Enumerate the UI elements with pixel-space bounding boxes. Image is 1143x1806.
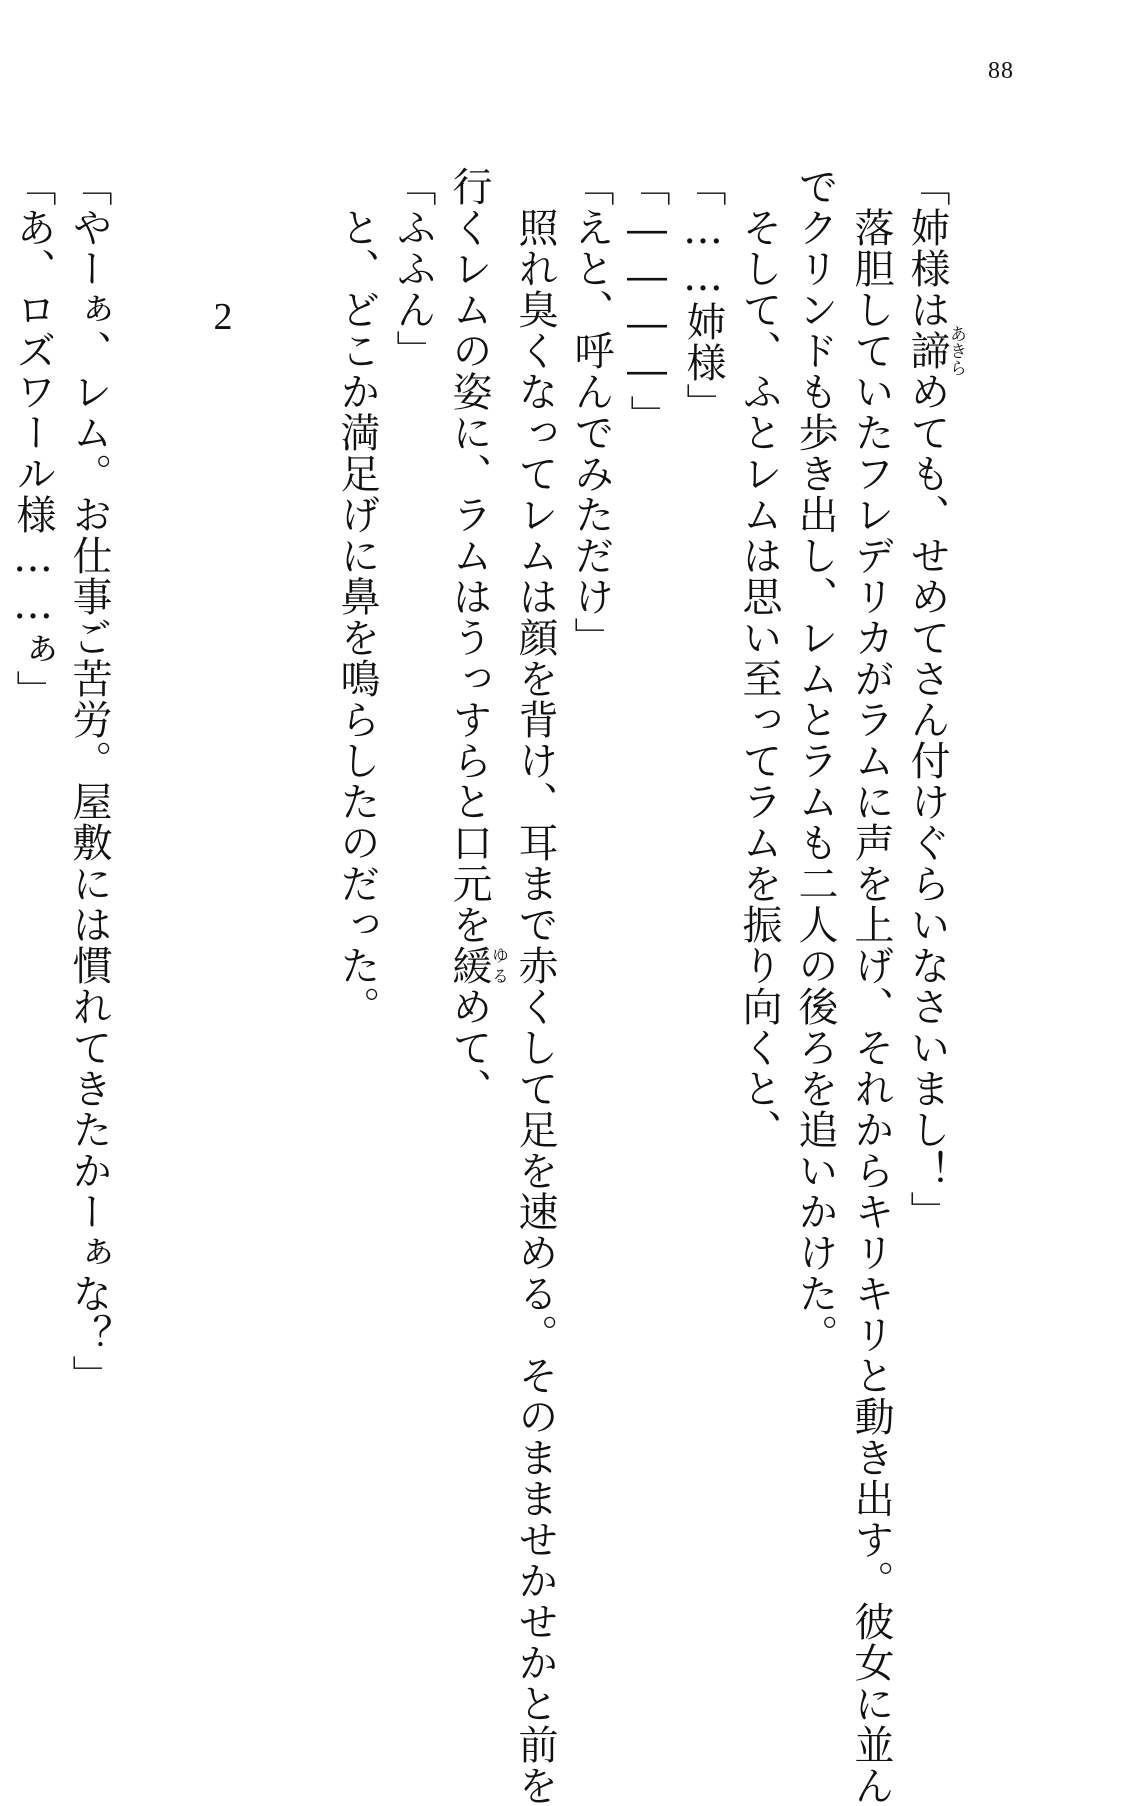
ruby-text-yuru: ゆる: [488, 945, 508, 986]
text-line-11: と、どこか満足げに鼻を鳴らしたのだった。: [334, 166, 380, 1027]
text-line-3: でクリンドも歩き出し、レムとラムも二人の後ろを追いかけた。: [792, 166, 838, 1355]
text-line-6: 「――――」: [624, 166, 670, 436]
text-line-8: 照れ臭くなってレムは顔を背け、耳まで赤くして足を速める。そのまませかせかと前を: [512, 166, 558, 1806]
text-line-10: 「ふふん」: [390, 166, 436, 371]
text-line-1-part-a: 「姉様は: [904, 166, 950, 330]
text-line-7: 「えと、呼んでみただけ」: [568, 166, 614, 658]
text-line-12: 「やーぁ、レム。お仕事ご苦労。屋敷には慣れてきたかーぁな？」: [66, 166, 112, 1396]
text-line-14: [0, 166, 5, 1566]
ruby-text-akira: あきら: [946, 325, 966, 376]
text-line-9: [441, 166, 507, 1566]
text-line-1: [899, 166, 965, 1566]
ruby-base-yuru: 緩: [446, 945, 492, 986]
ruby-base-akira: 諦: [904, 325, 950, 376]
text-line-5: 「……姉様」: [680, 166, 726, 424]
vertical-text-body: [0, 166, 966, 1806]
text-line-4: そして、ふとレムは思い至ってラムを振り向くと、: [736, 166, 782, 1150]
text-line-1-part-b: めても、せめてさん付けぐらいなさいまし！」: [904, 371, 950, 1232]
text-line-2: 落胆していたフレデリカがラムに声を上げ、それからキリキリと動き出す。彼女に並ん: [848, 166, 894, 1806]
text-line-13: 「あ、ロズワール様……ぁ」: [10, 166, 56, 711]
text-line-9-part-a: 行くレムの姿に、ラムはうっすらと口元を: [446, 166, 492, 945]
furigana-yuru: [446, 945, 508, 986]
section-heading: 2: [202, 296, 244, 339]
page-number: 88: [988, 58, 1014, 84]
text-line-9-part-b: めて、: [446, 986, 492, 1109]
furigana-akira: [904, 325, 966, 376]
